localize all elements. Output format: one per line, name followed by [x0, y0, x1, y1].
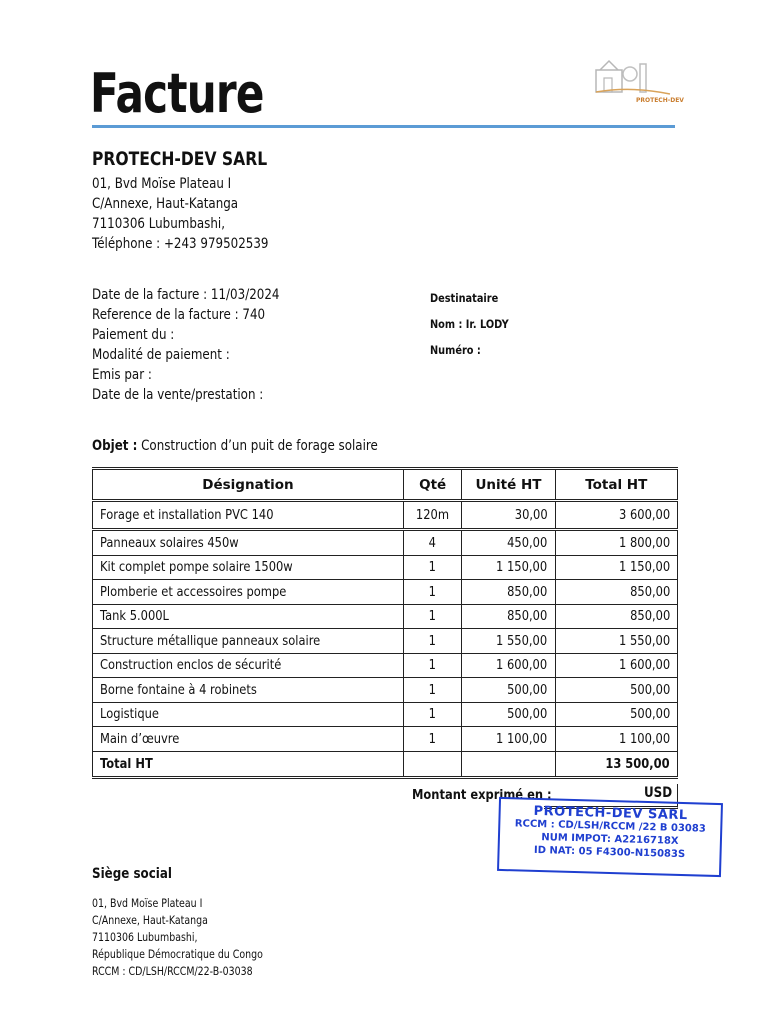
row-designation: Structure métallique panneaux solaire — [100, 632, 321, 649]
head-office-rccm: RCCM : CD/LSH/RCCM/22-B-03038 — [92, 964, 253, 978]
row-total: 850,00 — [629, 608, 670, 625]
company-name: PROTECH-DEV SARL — [92, 148, 268, 170]
invoice-title: Facture — [90, 62, 264, 125]
row-qty: 4 — [429, 534, 437, 551]
total-value: 13 500,00 — [605, 755, 670, 772]
row-designation: Forage et installation PVC 140 — [100, 507, 274, 523]
row-unit: 1 600,00 — [496, 657, 548, 674]
table-row — [93, 727, 678, 752]
company-address-line: 01, Bvd Moïse Plateau I — [92, 176, 232, 192]
row-total: 1 600,00 — [618, 657, 670, 674]
sale-date: Date de la vente/prestation : — [92, 387, 264, 403]
row-unit: 450,00 — [507, 534, 548, 551]
row-unit: 30,00 — [514, 507, 548, 523]
logo-text: PROTECH-DEV — [636, 97, 684, 104]
subject-label: Objet : — [92, 438, 138, 454]
row-unit: 1 550,00 — [496, 632, 548, 649]
invoice-subject — [92, 438, 378, 454]
invoice-reference: Reference de la facture : 740 — [92, 307, 266, 323]
row-qty: 1 — [429, 583, 437, 600]
row-qty: 1 — [429, 730, 437, 747]
row-unit: 850,00 — [507, 583, 548, 600]
row-designation: Plomberie et accessoires pompe — [100, 583, 287, 600]
row-total: 1 550,00 — [618, 632, 670, 649]
recipient-title: Destinataire — [430, 291, 499, 305]
table-row — [93, 678, 678, 703]
row-unit: 1 100,00 — [496, 730, 548, 747]
row-qty: 120m — [416, 507, 450, 523]
header-designation: Désignation — [93, 469, 404, 501]
table-row — [93, 501, 678, 530]
row-designation: Main d’œuvre — [100, 730, 180, 747]
currency-value: USD — [644, 785, 673, 801]
header-total: Total HT — [555, 469, 677, 501]
row-designation: Tank 5.000L — [100, 608, 169, 625]
head-office-line: 01, Bvd Moïse Plateau I — [92, 896, 203, 910]
company-block — [92, 148, 307, 254]
row-total: 850,00 — [629, 583, 670, 600]
row-designation: Panneaux solaires 450w — [100, 534, 239, 551]
company-logo — [592, 56, 684, 106]
recipient-name: Nom : Ir. LODY — [430, 317, 509, 331]
head-office-line: 7110306 Lubumbashi, — [92, 930, 198, 944]
header-qty: Qté — [403, 469, 461, 501]
payment-due: Paiement du : — [92, 327, 175, 343]
row-total: 500,00 — [629, 706, 670, 723]
row-qty: 1 — [429, 681, 437, 698]
company-phone: Téléphone : +243 979502539 — [92, 236, 269, 252]
payment-method: Modalité de paiement : — [92, 347, 230, 363]
table-header-row — [93, 469, 678, 501]
head-office-title: Siège social — [92, 866, 172, 882]
invoice-items-table — [92, 467, 678, 779]
row-qty: 1 — [429, 559, 437, 576]
recipient-number: Numéro : — [430, 343, 481, 357]
company-stamp — [497, 797, 723, 877]
head-office-line: C/Annexe, Haut-Katanga — [92, 913, 208, 927]
stamp-company: PROTECH-DEV SARL — [533, 803, 688, 824]
row-unit: 1 150,00 — [496, 559, 548, 576]
table-row — [93, 629, 678, 654]
table-row — [93, 604, 678, 629]
row-total: 1 150,00 — [618, 559, 670, 576]
company-address-line: C/Annexe, Haut-Katanga — [92, 196, 239, 212]
recipient-block — [430, 285, 523, 363]
row-qty: 1 — [429, 632, 437, 649]
subject-text: Construction d’un puit de forage solaire — [137, 438, 378, 454]
company-address-line: 7110306 Lubumbashi, — [92, 216, 226, 232]
table-row — [93, 580, 678, 605]
head-office-block — [92, 895, 300, 980]
invoice-date: Date de la facture : 11/03/2024 — [92, 287, 280, 303]
row-total: 500,00 — [629, 681, 670, 698]
header-divider — [92, 125, 675, 128]
stamp-national-id: ID NAT: 05 F4300-N15083S — [533, 844, 686, 861]
row-total: 3 600,00 — [618, 507, 670, 523]
table-row — [93, 653, 678, 678]
stamp-tax-number: NUM IMPOT: A2216718X — [541, 832, 679, 847]
row-total: 1 800,00 — [618, 534, 670, 551]
row-qty: 1 — [429, 657, 437, 674]
row-designation: Kit complet pompe solaire 1500w — [100, 559, 293, 576]
row-unit: 500,00 — [507, 706, 548, 723]
head-office-line: République Démocratique du Congo — [92, 947, 263, 961]
table-row — [93, 555, 678, 580]
total-row — [93, 751, 678, 777]
row-designation: Logistique — [100, 706, 159, 723]
currency-label: Montant exprimé en : — [412, 787, 552, 803]
total-label: Total HT — [100, 755, 153, 772]
header-unit-price: Unité HT — [462, 469, 555, 501]
row-qty: 1 — [429, 706, 437, 723]
table-row — [93, 702, 678, 727]
row-unit: 850,00 — [507, 608, 548, 625]
stamp-rccm: RCCM : CD/LSH/RCCM /22 B 03083 — [514, 818, 706, 835]
invoice-info — [92, 285, 321, 405]
row-designation: Borne fontaine à 4 robinets — [100, 681, 257, 698]
row-designation: Construction enclos de sécurité — [100, 657, 282, 674]
table-row — [93, 530, 678, 556]
row-unit: 500,00 — [507, 681, 548, 698]
row-total: 1 100,00 — [618, 730, 670, 747]
issued-by: Emis par : — [92, 367, 152, 383]
row-qty: 1 — [429, 608, 437, 625]
